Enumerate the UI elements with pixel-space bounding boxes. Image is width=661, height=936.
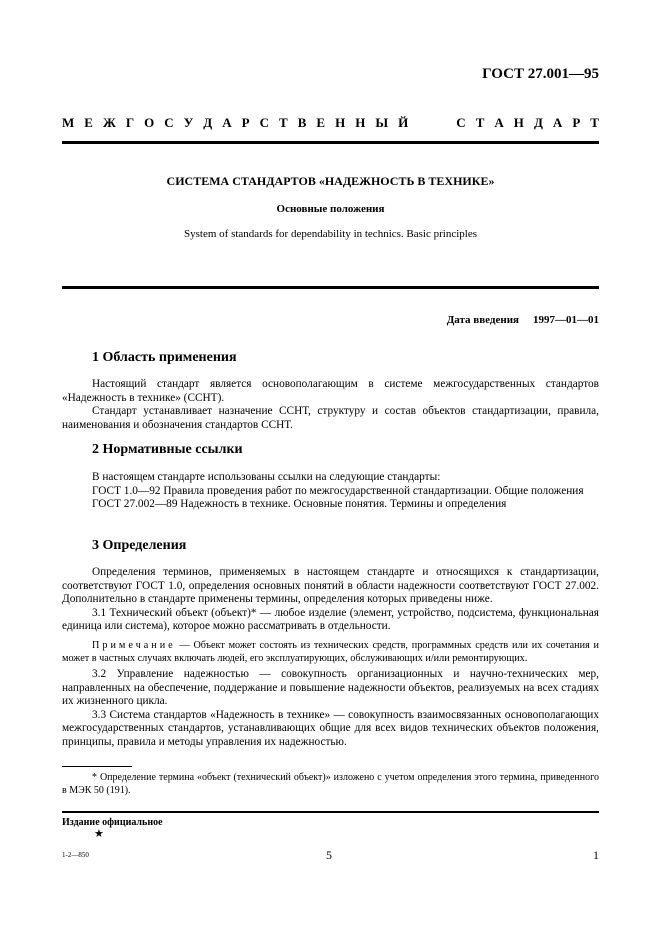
banner-letter: Н	[335, 115, 346, 130]
banner-letter: А	[552, 115, 563, 130]
paragraph: Определения терминов, применяемых в настоящем стандарте и относящихся к стандартизации, соответствуют ГОСТ 1.0, определения основных понятий в области надежности соответствуют ГОСТ 27.002. Дополнительно в стандарте применены термины, определения которых приведены ниже.	[62, 566, 599, 606]
document-subtitle: Основные положения	[276, 203, 385, 215]
banner-gap	[418, 115, 446, 131]
section-1-body	[62, 378, 599, 432]
banner-letter: Ы	[375, 115, 389, 130]
section-3-heading: 3 Определения	[92, 538, 187, 553]
banner-letter: М	[62, 115, 75, 130]
section-2-heading: 2 Нормативные ссылки	[92, 442, 243, 457]
page-number-right: 1	[593, 848, 599, 862]
definition-3-2: 3.2 Управление надежностью — совокупность организационных и научно-технических мер, направленных на обеспечение, поддержание и повышение надежности объектов, реализуемых на всех стадиях их жизненного цикла.	[62, 667, 599, 708]
footer-rule	[62, 811, 599, 813]
reference-item: ГОСТ 27.002—89 Надежность в технике. Основные понятия. Термины и определения	[92, 498, 507, 511]
section-3-body	[62, 566, 599, 750]
english-title: System of standards for dependability in technics. Basic principles	[184, 228, 477, 240]
title-rule	[62, 286, 599, 289]
paragraph: В настоящем стандарте использованы ссылки на следующие стандарты:	[92, 471, 441, 483]
banner-letter: В	[297, 115, 307, 130]
banner-letter: С	[164, 115, 174, 130]
banner-letter: Н	[513, 115, 524, 130]
banner-letter: Г	[125, 115, 135, 130]
banner-letter: Т	[590, 115, 599, 130]
banner-letter: Е	[316, 115, 326, 130]
star-icon: ★	[94, 828, 104, 840]
interstate-standard-banner	[62, 115, 599, 131]
note-text: — Объект может состоять из технических средств, программных средств или их сочетания и может в частных случаях включать людей, его эксплуатирующих, обслуживающих и/или ремонтирующих.	[62, 639, 599, 664]
footnote-rule	[62, 766, 132, 767]
banner-letter: О	[144, 115, 155, 130]
print-code: 1-2—850	[62, 851, 89, 859]
banner-letter: Ж	[102, 115, 116, 130]
introduction-date-value: 1997—01—01	[533, 314, 599, 326]
official-edition-label: Издание официальное	[62, 817, 163, 828]
banner-letter: А	[222, 115, 232, 130]
document-code: ГОСТ 27.001—95	[482, 66, 599, 82]
banner-letter: У	[183, 115, 194, 130]
banner-letter: Т	[475, 115, 485, 130]
banner-letter: Н	[355, 115, 366, 130]
banner-letter: Р	[572, 115, 581, 130]
header-rule	[62, 141, 599, 144]
footnote-text: * Определение термина «объект (технический объект)» изложено с учетом определения этого термина, приведенного в МЭК 50 (191).	[62, 772, 599, 796]
paragraph: Стандарт устанавливает назначение ССНТ, структуру и состав объектов стандартизации, правила, наименования и обозначения стандартов ССНТ.	[62, 405, 599, 431]
banner-letter: Т	[279, 115, 288, 130]
banner-letter: Р	[241, 115, 250, 130]
document-title: СИСТЕМА СТАНДАРТОВ «НАДЕЖНОСТЬ В ТЕХНИКЕ»	[166, 174, 495, 188]
banner-letter: Е	[84, 115, 93, 130]
banner-letter: А	[494, 115, 504, 130]
banner-letter: С	[259, 115, 269, 130]
section-2-body	[62, 471, 599, 512]
banner-letter: Д	[203, 115, 213, 130]
note-label: Примечание	[92, 639, 176, 651]
paragraph: Настоящий стандарт является основополагающим в системе межгосударственных стандартов «Надежность в технике» (ССНТ).	[62, 378, 599, 404]
page-number-center: 5	[326, 848, 332, 862]
note	[62, 639, 599, 665]
introduction-date-label: Дата введения	[446, 314, 519, 326]
banner-letter: Д	[533, 115, 543, 130]
definition-3-3: 3.3 Система стандартов «Надежность в технике» — совокупность взаимосвязанных основополагающих межгосударственных стандартов, устанавливающих общие для всех видов технических объектов положения, принципы, правила и методы управления их надежностью.	[62, 708, 599, 748]
banner-letter: С	[456, 115, 466, 130]
reference-item: ГОСТ 1.0—92 Правила проведения работ по межгосударственной стандартизации. Общие положения	[92, 484, 584, 497]
banner-letter: Й	[398, 115, 409, 130]
section-1-heading: 1 Область применения	[92, 350, 237, 365]
introduction-date	[447, 314, 599, 326]
footnote	[62, 771, 599, 797]
definition-3-1: 3.1 Технический объект (объект)* — любое изделие (элемент, устройство, подсистема, функциональная единица или система), которое можно рассматривать в отдельности.	[62, 606, 599, 633]
